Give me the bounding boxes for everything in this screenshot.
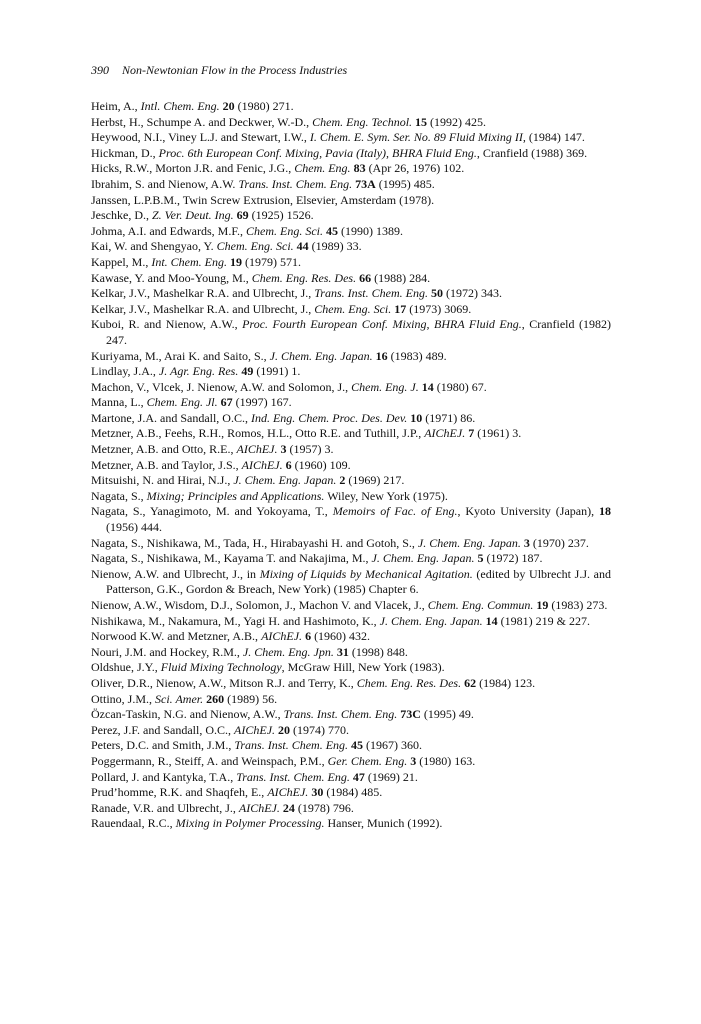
reference-text: Kai, W. and Shengyao, Y. [91, 239, 217, 254]
reference-source: Fluid Mixing Technology [160, 660, 282, 675]
reference-volume: 24 [282, 800, 295, 815]
reference-text: Metzner, A.B. and Taylor, J.S., [91, 457, 242, 472]
reference-source: Trans. Inst. Chem. Eng. [236, 769, 350, 784]
reference-entry [91, 785, 611, 801]
reference-entry [91, 130, 611, 146]
reference-text: (1983) 489. [387, 348, 447, 363]
reference-entry [91, 364, 611, 380]
reference-text: Ibrahim, S. and Nienow, A.W. [91, 176, 239, 191]
reference-volume: 44 [296, 239, 309, 254]
reference-volume: 19 [229, 254, 242, 269]
reference-source: Mixing of Liquids by Mechanical Agitation. [259, 566, 473, 581]
reference-text: Nagata, S., [91, 488, 147, 503]
reference-volume: 6 [285, 457, 292, 472]
reference-text: Nagata, S., Nishikawa, M., Tada, H., Hirabayashi H. and Gotoh, S., [91, 535, 418, 550]
reference-text: (1997) 167. [232, 395, 292, 410]
reference-text: Kawase, Y. and Moo-Young, M., [91, 270, 252, 285]
reference-volume: 30 [311, 785, 324, 800]
reference-entry [91, 286, 611, 302]
reference-text: (Apr 26, 1976) 102. [365, 161, 465, 176]
reference-source: Sci. Amer. [155, 691, 204, 706]
reference-entry [91, 239, 611, 255]
reference-entry [91, 676, 611, 692]
reference-text: (1995) 49. [420, 707, 474, 722]
reference-text: Metzner, A.B. and Otto, R.E., [91, 442, 237, 457]
reference-entry [91, 614, 611, 630]
reference-text: Perez, J.F. and Sandall, O.C., [91, 722, 235, 737]
reference-text: (1960) 109. [291, 457, 351, 472]
reference-text: , Cranfield (1988) 369. [476, 145, 588, 160]
reference-entry [91, 411, 611, 427]
reference-text: (1974) 770. [290, 722, 350, 737]
reference-text: (1957) 3. [286, 442, 334, 457]
reference-text: Hanser, Munich (1992). [324, 816, 443, 831]
reference-text: Heim, A., [91, 99, 141, 113]
reference-volume: 10 [410, 410, 423, 425]
reference-source: Chem. Eng. J. [351, 379, 419, 394]
reference-text: (1988) 284. [371, 270, 431, 285]
reference-entry [91, 551, 611, 567]
reference-entry [91, 536, 611, 552]
reference-source: J. Chem. Eng. Japan. [417, 535, 521, 550]
reference-volume: 16 [375, 348, 388, 363]
reference-volume: 45 [326, 223, 339, 238]
reference-source: AIChEJ. [261, 629, 303, 644]
reference-text: (1956) 444. [106, 520, 162, 535]
reference-source: AIChEJ. [424, 426, 466, 441]
reference-text: (1967) 360. [363, 738, 423, 753]
reference-text: (1971) 86. [422, 410, 476, 425]
reference-source: J. Agr. Eng. Res. [158, 364, 239, 379]
reference-entry [91, 224, 611, 240]
reference-entry [91, 458, 611, 474]
reference-text: Poggermann, R., Steiff, A. and Weinspach, P.M., [91, 753, 328, 768]
reference-source: Chem. Eng. Sci. [216, 239, 294, 254]
reference-entry [91, 692, 611, 708]
reference-text: Hicks, R.W., Morton J.R. and Fenic, J.G., [91, 161, 295, 176]
reference-source: J. Chem. Eng. Japan. [371, 551, 475, 566]
reference-text: (1991) 1. [253, 364, 301, 379]
reference-text: (1992) 425. [427, 114, 487, 129]
reference-volume: 7 [468, 426, 475, 441]
reference-source: Chem. Eng. Sci. [314, 301, 392, 316]
reference-text: Nouri, J.M. and Hockey, R.M., [91, 644, 243, 659]
page-number: 390 [91, 63, 109, 77]
reference-entry [91, 723, 611, 739]
reference-source: J. Chem. Eng. Japan. [269, 348, 373, 363]
reference-entry [91, 146, 611, 162]
reference-text: (1961) 3. [474, 426, 522, 441]
reference-source: Chem. Eng. [294, 161, 351, 176]
reference-entry [91, 442, 611, 458]
reference-source: J. Chem. Eng. Japan. [379, 613, 483, 628]
reference-text: Peters, D.C. and Smith, J.M., [91, 738, 235, 753]
reference-text: , Cranfield (1982) 247. [106, 317, 611, 347]
reference-text: (1983) 273. [548, 598, 608, 612]
reference-text: Özcan-Taskin, N.G. and Nienow, A.W., [91, 707, 284, 722]
reference-entry [91, 660, 611, 676]
reference-entry [91, 738, 611, 754]
reference-text: (1998) 848. [348, 644, 408, 659]
reference-source: Z. Ver. Deut. Ing. [151, 208, 234, 223]
reference-text: Ottino, J.M., [91, 691, 156, 706]
reference-source: I. Chem. E. Sym. Ser. No. 89 Fluid Mixing II, [309, 130, 526, 145]
reference-entry [91, 271, 611, 287]
reference-volume: 19 [536, 598, 549, 612]
reference-text: Hickman, D., [91, 145, 159, 160]
reference-text: Machon, V., Vlcek, J. Nienow, A.W. and Solomon, J., [91, 379, 352, 394]
reference-text: (1980) 271. [234, 99, 294, 113]
reference-text: Lindlay, J.A., [91, 364, 159, 379]
reference-source: Mixing; Principles and Applications. [146, 488, 325, 503]
reference-text: Metzner, A.B., Feehs, R.H., Romos, H.L., Otto R.E. and Tuthill, J.P., [91, 426, 425, 441]
reference-text: (1925) 1526. [248, 208, 314, 223]
reference-text: (1990) 1389. [338, 223, 404, 238]
running-head [91, 63, 347, 78]
reference-text: (1973) 3069. [406, 301, 472, 316]
reference-volume: 73A [355, 176, 376, 191]
reference-text: Oldshue, J.Y., [91, 660, 161, 675]
reference-text: (1978) 796. [294, 800, 354, 815]
reference-text: Martone, J.A. and Sandall, O.C., [91, 410, 251, 425]
reference-text: Janssen, L.P.B.M., Twin Screw Extrusion, Elsevier, Amsterdam (1978). [91, 192, 435, 207]
reference-text: Mitsuishi, N. and Hirai, N.J., [91, 473, 234, 488]
reference-text: (1984) 485. [323, 785, 383, 800]
reference-text: Kelkar, J.V., Mashelkar R.A. and Ulbrecht, J., [91, 286, 315, 301]
reference-text: Wiley, New York (1975). [324, 488, 448, 503]
reference-source: Chem. Eng. Res. Des. [356, 675, 462, 690]
reference-text: Nienow, A.W. and Ulbrecht, J., in [91, 566, 260, 581]
reference-entry [91, 489, 611, 505]
reference-text: (1984) 147. [525, 130, 585, 145]
reference-source: Trans. Inst. Chem. Eng. [283, 707, 398, 722]
reference-volume: 18 [599, 504, 611, 519]
reference-entry [91, 380, 611, 396]
reference-text: Kuriyama, M., Arai K. and Saito, S., [91, 348, 270, 363]
reference-text: (1972) 343. [442, 286, 502, 301]
reference-source: Intl. Chem. Eng. [140, 99, 220, 113]
reference-volume: 17 [394, 301, 407, 316]
reference-text: (1970) 237. [529, 535, 589, 550]
reference-source: AIChEJ. [267, 785, 309, 800]
reference-volume: 3 [410, 753, 417, 768]
reference-text: Norwood K.W. and Metzner, A.B., [91, 629, 262, 644]
reference-entry [91, 754, 611, 770]
reference-volume: 15 [415, 114, 428, 129]
reference-entry [91, 707, 611, 723]
reference-entry [91, 255, 611, 271]
reference-entry [91, 208, 611, 224]
reference-volume: 3 [523, 535, 530, 550]
reference-entry [91, 426, 611, 442]
reference-volume: 45 [351, 738, 364, 753]
reference-source: Trans. Inst. Chem. Eng. [234, 738, 349, 753]
reference-text: Rauendaal, R.C., [91, 816, 176, 831]
reference-text: Ranade, V.R. and Ulbrecht, J., [91, 800, 239, 815]
reference-entry [91, 567, 611, 598]
reference-entry [91, 317, 611, 348]
reference-text: Jeschke, D., [91, 208, 152, 223]
reference-source: Chem. Eng. Jl. [146, 395, 218, 410]
reference-volume: 14 [421, 379, 434, 394]
reference-source: Chem. Eng. Technol. [312, 114, 413, 129]
reference-text: (1989) 33. [308, 239, 362, 254]
reference-text: (1980) 67. [433, 379, 487, 394]
reference-source: Ind. Eng. Chem. Proc. Des. Dev. [250, 410, 408, 425]
reference-volume: 14 [485, 613, 498, 628]
reference-source: Chem. Eng. Res. Des. [251, 270, 357, 285]
reference-entry [91, 193, 611, 209]
reference-text: Heywood, N.I., Viney L.J. and Stewart, I.W., [91, 130, 310, 145]
reference-volume: 260 [206, 691, 225, 706]
reference-volume: 3 [280, 442, 287, 457]
reference-source: Proc. 6th European Conf. Mixing, Pavia (Italy), BHRA Fluid Eng. [158, 145, 477, 160]
reference-text: (edited by Ulbrecht J.J. and Patterson, G.K., Gordon & Breach, New York) (1985) Chapter 6. [106, 566, 611, 597]
reference-text: (1989) 56. [224, 691, 278, 706]
reference-text: (1980) 163. [416, 753, 476, 768]
reference-list [91, 99, 611, 832]
reference-entry [91, 115, 611, 131]
reference-source: Memoirs of Fac. of Eng. [332, 504, 458, 519]
reference-volume: 66 [359, 270, 372, 285]
reference-volume: 69 [236, 208, 249, 223]
reference-entry [91, 629, 611, 645]
reference-source: AIChEJ. [236, 442, 278, 457]
reference-entry [91, 177, 611, 193]
reference-text: (1981) 219 & 227. [497, 613, 590, 628]
reference-source: Mixing in Polymer Processing. [175, 816, 325, 831]
reference-source: Trans. Inst. Chem. Eng. [314, 286, 428, 301]
reference-text: Pollard, J. and Kantyka, T.A., [91, 769, 237, 784]
reference-text: Nishikawa, M., Nakamura, M., Yagi H. and Hashimoto, K., [91, 613, 380, 628]
reference-text: , Kyoto University (Japan), [457, 504, 599, 519]
reference-entry [91, 645, 611, 661]
reference-volume: 6 [305, 629, 312, 644]
reference-source: J. Chem. Eng. Japan. [233, 473, 337, 488]
reference-text: Nagata, S., Nishikawa, M., Kayama T. and Nakajima, M., [91, 551, 372, 566]
reference-text: (1969) 21. [364, 769, 418, 784]
reference-entry [91, 349, 611, 365]
reference-text: (1995) 485. [375, 176, 435, 191]
running-title: Non-Newtonian Flow in the Process Industries [122, 63, 348, 77]
reference-entry [91, 473, 611, 489]
reference-volume: 31 [336, 644, 349, 659]
reference-text: Nagata, S., Yanagimoto, M. and Yokoyama, T., [91, 504, 333, 519]
reference-entry [91, 504, 611, 535]
reference-text: Kelkar, J.V., Mashelkar R.A. and Ulbrecht, J., [91, 301, 315, 316]
reference-source: Proc. Fourth European Conf. Mixing, BHRA Fluid Eng. [242, 317, 522, 332]
reference-text: (1960) 432. [311, 629, 371, 644]
reference-entry [91, 99, 611, 115]
reference-entry [91, 395, 611, 411]
reference-text: Herbst, H., Schumpe A. and Deckwer, W.-D., [91, 114, 313, 129]
reference-volume: 83 [353, 161, 366, 176]
reference-text: (1972) 187. [483, 551, 543, 566]
reference-volume: 73C [400, 707, 421, 722]
reference-text: (1984) 123. [476, 675, 536, 690]
reference-entry [91, 770, 611, 786]
reference-text: , McGraw Hill, New York (1983). [281, 660, 445, 675]
reference-source: AIChEJ. [241, 457, 283, 472]
reference-entry [91, 801, 611, 817]
reference-entry [91, 598, 611, 614]
reference-volume: 5 [477, 551, 484, 566]
reference-text: Kappel, M., [91, 254, 152, 269]
reference-text: (1969) 217. [345, 473, 405, 488]
reference-volume: 67 [220, 395, 233, 410]
reference-volume: 47 [352, 769, 365, 784]
reference-text: Nienow, A.W., Wisdom, D.J., Solomon, J., Machon V. and Vlacek, J., [91, 598, 428, 612]
reference-source: Chem. Eng. Sci. [246, 223, 324, 238]
reference-volume: 49 [241, 364, 254, 379]
reference-entry [91, 816, 611, 832]
reference-volume: 2 [339, 473, 346, 488]
reference-volume: 20 [222, 99, 235, 113]
reference-entry [91, 302, 611, 318]
reference-text: Johma, A.I. and Edwards, M.F., [91, 223, 247, 238]
reference-source: AIChEJ. [234, 722, 276, 737]
reference-volume: 50 [430, 286, 443, 301]
reference-text: Prud’homme, R.K. and Shaqfeh, E., [91, 785, 268, 800]
reference-text: Kuboi, R. and Nienow, A.W., [91, 317, 243, 332]
reference-entry [91, 161, 611, 177]
reference-source: Ger. Chem. Eng. [327, 753, 408, 768]
reference-volume: 20 [278, 722, 291, 737]
reference-source: J. Chem. Eng. Jpn. [242, 644, 334, 659]
reference-source: Int. Chem. Eng. [151, 254, 227, 269]
reference-source: Trans. Inst. Chem. Eng. [238, 176, 353, 191]
reference-source: Chem. Eng. Commun. [427, 598, 534, 612]
reference-volume: 62 [464, 675, 477, 690]
reference-text: Manna, L., [91, 395, 147, 410]
reference-text: (1979) 571. [241, 254, 301, 269]
reference-source: AIChEJ. [238, 800, 280, 815]
reference-text: Oliver, D.R., Nienow, A.W., Mitson R.J. and Terry, K., [91, 675, 357, 690]
